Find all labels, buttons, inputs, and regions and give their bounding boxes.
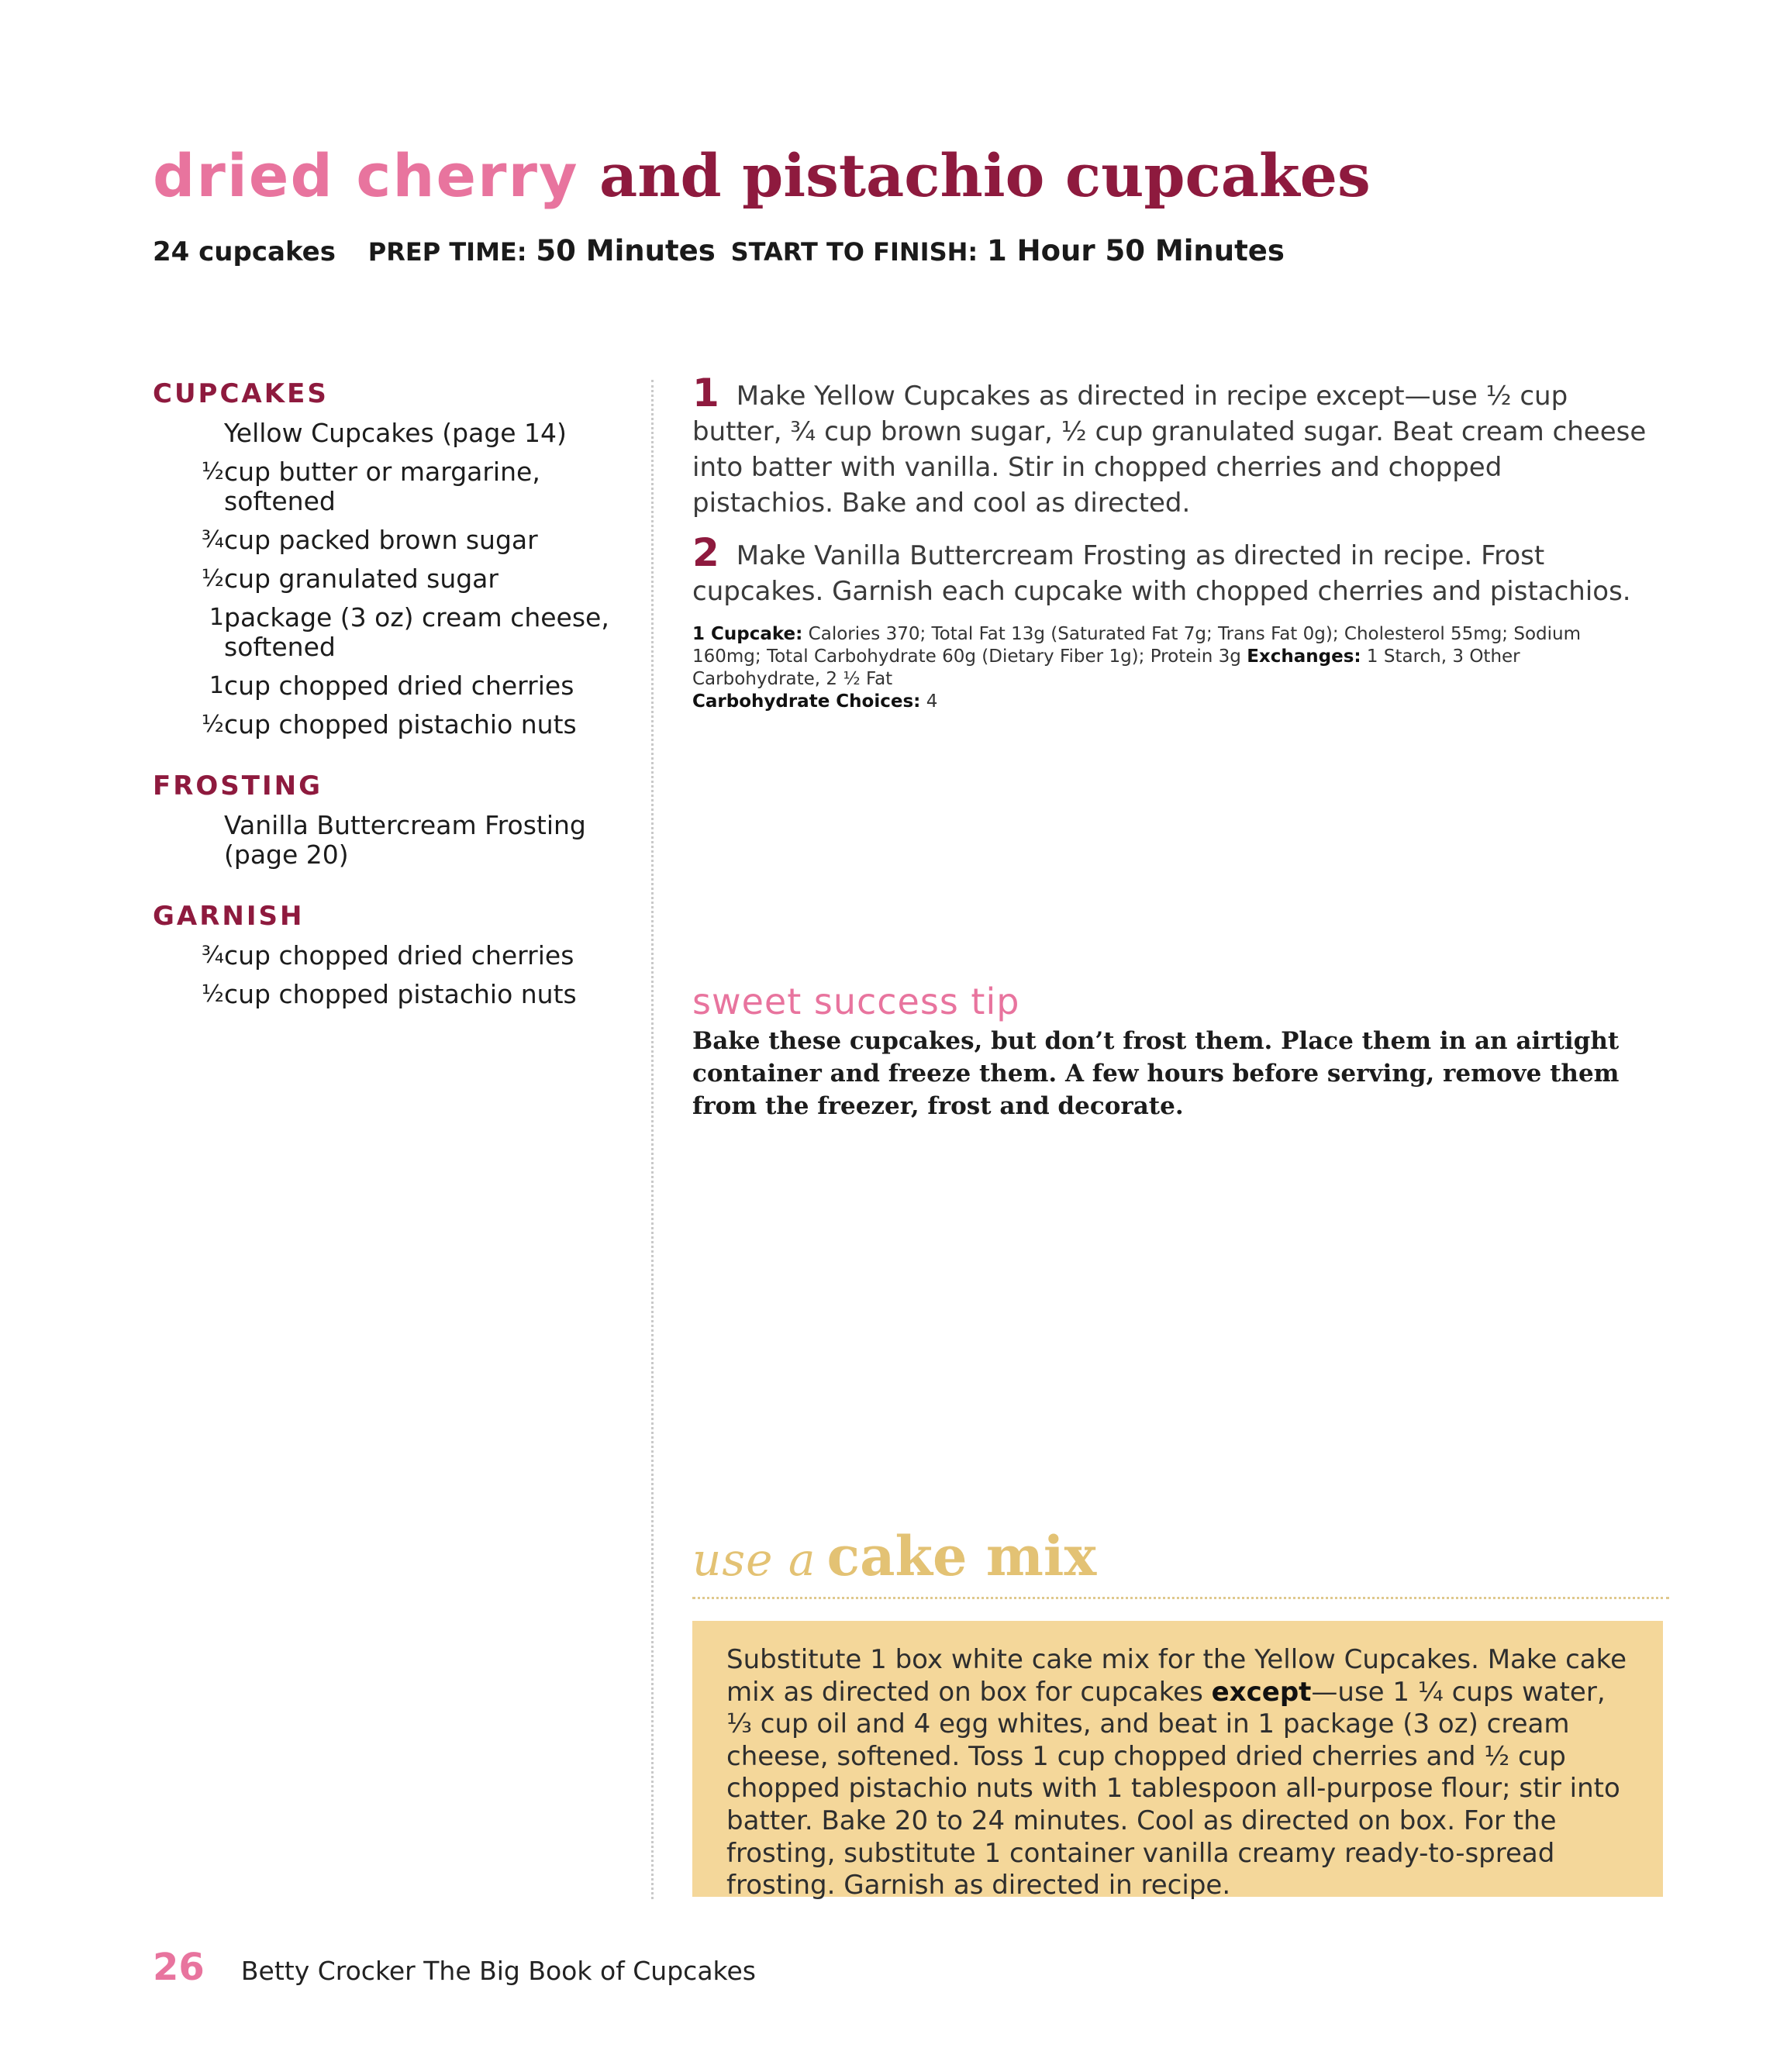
garnish-heading: GARNISH <box>153 901 305 932</box>
ingredient-desc: cup chopped pistachio nuts <box>224 709 577 740</box>
ingredient-qty: ¾ <box>201 526 224 553</box>
cake-mix-heading-a: use a <box>692 1533 816 1586</box>
step <box>692 530 1647 609</box>
ingredient-qty: 1 <box>209 604 224 631</box>
recipe-title <box>153 133 1371 219</box>
ingredient-desc: cup granulated sugar <box>224 564 498 594</box>
ingredient-row <box>153 603 649 662</box>
ingredient-desc: Yellow Cupcakes (page 14) <box>224 418 567 448</box>
step <box>692 371 1647 521</box>
ingredient-qty: ½ <box>201 981 224 1008</box>
sweet-success-tip <box>692 980 1647 1122</box>
cake-mix-heading <box>692 1526 1096 1602</box>
page-footer <box>153 1944 756 1999</box>
step-text: Make Yellow Cupcakes as directed in recipe except—use ½ cup butter, ¾ cup brown sugar, ½ cup granulated sugar. Beat cream cheese into batter with vanilla. Stir in chopped cherries and chopped pistachios. Bake and cool as directed. <box>692 381 1647 519</box>
carb-choices-text: 4 <box>926 691 938 712</box>
ingredient-desc: cup chopped pistachio nuts <box>224 979 577 1009</box>
column-divider <box>651 380 654 1899</box>
cupcakes-heading: CUPCAKES <box>153 378 329 409</box>
ingredient-qty: ½ <box>201 711 224 738</box>
exchanges-text: 1 Starch, 3 Other Carbohydrate, 2 ½ Fat <box>692 646 1520 689</box>
ingredient-desc: package (3 oz) cream cheese, softened <box>224 602 609 662</box>
ingredient-row <box>153 526 649 555</box>
cake-mix-rule <box>692 1597 1669 1599</box>
ingredient-row <box>153 457 649 516</box>
nutrition-serving-label: 1 Cupcake: <box>692 624 803 644</box>
ingredient-row <box>153 980 649 1009</box>
cake-mix-box <box>692 1621 1663 1901</box>
ingredient-desc: cup packed brown sugar <box>224 525 538 555</box>
cake-mix-text <box>726 1644 1629 1902</box>
nutrition-serving-text: Calories 370; Total Fat 13g (Saturated Fat 7g; Trans Fat 0g); Cholesterol 55mg; Sodium 160mg; Total Carbohydrate 60g (Dietary Fiber 1g); Protein 3g <box>692 624 1582 667</box>
cake-mix-heading-b: cake mix <box>826 1524 1097 1588</box>
ingredient-qty: ¾ <box>201 942 224 969</box>
prep-time-label: PREP TIME: <box>367 237 527 267</box>
frosting-heading: FROSTING <box>153 771 323 802</box>
step-number: 1 <box>692 371 719 415</box>
ingredient-row <box>153 564 649 594</box>
prep-time-value: 50 Minutes <box>536 234 716 267</box>
start-to-finish-value: 1 Hour 50 Minutes <box>987 234 1285 267</box>
ingredient-row <box>153 419 649 448</box>
ingredient-qty: ½ <box>201 565 224 592</box>
cake-mix-text-1: Substitute 1 box white cake mix for the Yellow Cupcakes. Make cake mix as directed on box for cupcakes <box>726 1644 1627 1708</box>
title-part-2: and pistachio cupcakes <box>599 141 1371 210</box>
tip-body: Bake these cupcakes, but don’t frost them. Place them in an airtight container and freeze them. A few hours before serving, remove them from the freezer, frost and decorate. <box>692 1027 1620 1120</box>
ingredients-column <box>153 377 649 1019</box>
ingredient-row <box>153 671 649 701</box>
nutrition-info <box>692 623 1647 713</box>
ingredient-row <box>153 710 649 740</box>
yield: 24 cupcakes <box>153 236 336 267</box>
ingredient-desc: cup chopped dried cherries <box>224 671 574 701</box>
recipe-meta <box>153 231 1285 272</box>
ingredient-qty: 1 <box>209 672 224 699</box>
step-text: Make Vanilla Buttercream Frosting as directed in recipe. Frost cupcakes. Garnish each cupcake with chopped cherries and pistachios. <box>692 540 1631 607</box>
book-title: Betty Crocker The Big Book of Cupcakes <box>240 1956 756 1986</box>
title-part-1: dried cherry <box>153 141 579 210</box>
ingredient-row <box>153 941 649 970</box>
tip-heading: sweet success tip <box>692 981 1020 1022</box>
page-number: 26 <box>153 1946 205 1989</box>
ingredient-desc: Vanilla Buttercream Frosting (page 20) <box>224 810 586 870</box>
cake-mix-except: except <box>1211 1676 1312 1708</box>
ingredient-row <box>153 811 649 870</box>
ingredient-desc: cup chopped dried cherries <box>224 940 574 970</box>
ingredient-desc: cup butter or margarine, softened <box>224 457 540 516</box>
directions <box>692 371 1647 713</box>
start-to-finish-label: START TO FINISH: <box>730 237 978 267</box>
cake-mix-text-2: —use 1 ¼ cups water, ⅓ cup oil and 4 egg whites, and beat in 1 package (3 oz) cream cheese, softened. Toss 1 cup chopped dried cherries and ½ cup chopped pistachio nuts with 1 tablespoon all-purpose flour; stir into batter. Bake 20 to 24 minutes. Cool as directed on box. For the frosting, substitute 1 container vanilla creamy ready-to-spread frosting. Garnish as directed in recipe. <box>726 1676 1620 1901</box>
step-number: 2 <box>692 530 719 575</box>
ingredient-qty: ½ <box>201 458 224 485</box>
carb-choices-label: Carbohydrate Choices: <box>692 691 921 712</box>
exchanges-label: Exchanges: <box>1247 646 1361 667</box>
